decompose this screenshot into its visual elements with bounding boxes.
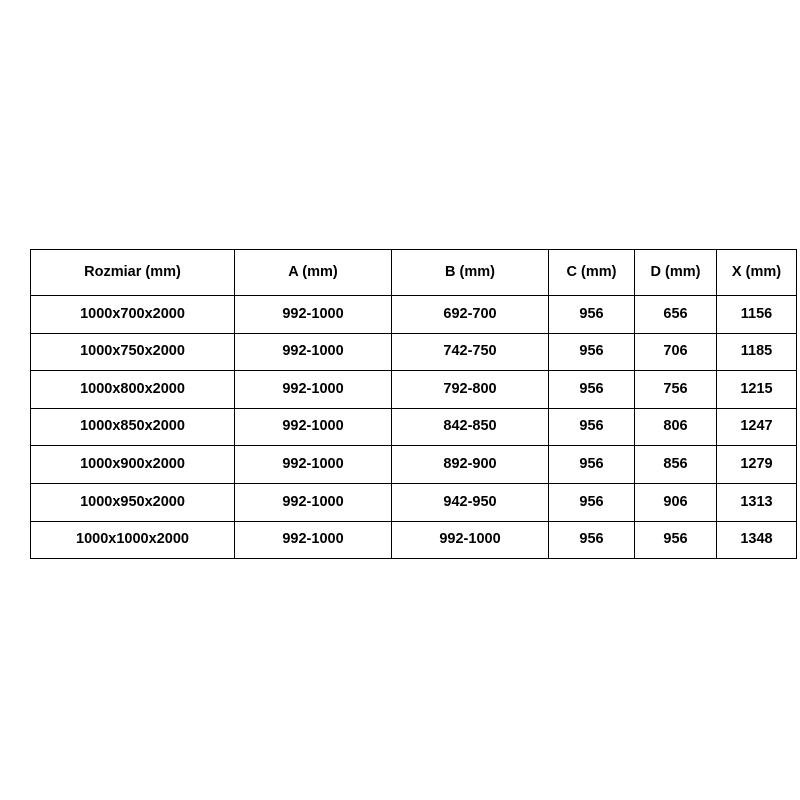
cell-a: 992-1000 (235, 483, 392, 521)
cell-c: 956 (549, 446, 635, 484)
table-row (31, 408, 797, 446)
cell-a: 992-1000 (235, 333, 392, 371)
cell-x: 1279 (717, 446, 797, 484)
dimensions-table-container (30, 249, 782, 559)
cell-c: 956 (549, 333, 635, 371)
cell-b: 692-700 (392, 296, 549, 334)
cell-x: 1247 (717, 408, 797, 446)
cell-rozmiar: 1000x1000x2000 (31, 521, 235, 559)
cell-d: 756 (635, 371, 717, 409)
cell-c: 956 (549, 371, 635, 409)
cell-d: 656 (635, 296, 717, 334)
column-header-a: A (mm) (235, 250, 392, 296)
cell-a: 992-1000 (235, 408, 392, 446)
cell-b: 892-900 (392, 446, 549, 484)
cell-b: 792-800 (392, 371, 549, 409)
column-header-x: X (mm) (717, 250, 797, 296)
cell-b: 842-850 (392, 408, 549, 446)
cell-b: 742-750 (392, 333, 549, 371)
cell-c: 956 (549, 408, 635, 446)
cell-x: 1215 (717, 371, 797, 409)
table-row (31, 371, 797, 409)
cell-c: 956 (549, 483, 635, 521)
cell-a: 992-1000 (235, 371, 392, 409)
table-row (31, 446, 797, 484)
table-header (31, 250, 797, 296)
cell-d: 956 (635, 521, 717, 559)
cell-b: 942-950 (392, 483, 549, 521)
table-row (31, 333, 797, 371)
cell-a: 992-1000 (235, 446, 392, 484)
cell-c: 956 (549, 521, 635, 559)
column-header-rozmiar: Rozmiar (mm) (31, 250, 235, 296)
cell-c: 956 (549, 296, 635, 334)
column-header-d: D (mm) (635, 250, 717, 296)
cell-d: 706 (635, 333, 717, 371)
column-header-c: C (mm) (549, 250, 635, 296)
cell-d: 856 (635, 446, 717, 484)
cell-rozmiar: 1000x800x2000 (31, 371, 235, 409)
cell-x: 1185 (717, 333, 797, 371)
cell-a: 992-1000 (235, 521, 392, 559)
cell-rozmiar: 1000x850x2000 (31, 408, 235, 446)
table-row (31, 296, 797, 334)
dimensions-table (30, 249, 797, 559)
cell-d: 806 (635, 408, 717, 446)
column-header-b: B (mm) (392, 250, 549, 296)
cell-rozmiar: 1000x950x2000 (31, 483, 235, 521)
cell-d: 906 (635, 483, 717, 521)
table-row (31, 521, 797, 559)
cell-a: 992-1000 (235, 296, 392, 334)
table-body (31, 296, 797, 559)
cell-rozmiar: 1000x750x2000 (31, 333, 235, 371)
table-row (31, 483, 797, 521)
cell-x: 1313 (717, 483, 797, 521)
cell-b: 992-1000 (392, 521, 549, 559)
table-header-row (31, 250, 797, 296)
cell-rozmiar: 1000x700x2000 (31, 296, 235, 334)
cell-x: 1156 (717, 296, 797, 334)
cell-x: 1348 (717, 521, 797, 559)
cell-rozmiar: 1000x900x2000 (31, 446, 235, 484)
